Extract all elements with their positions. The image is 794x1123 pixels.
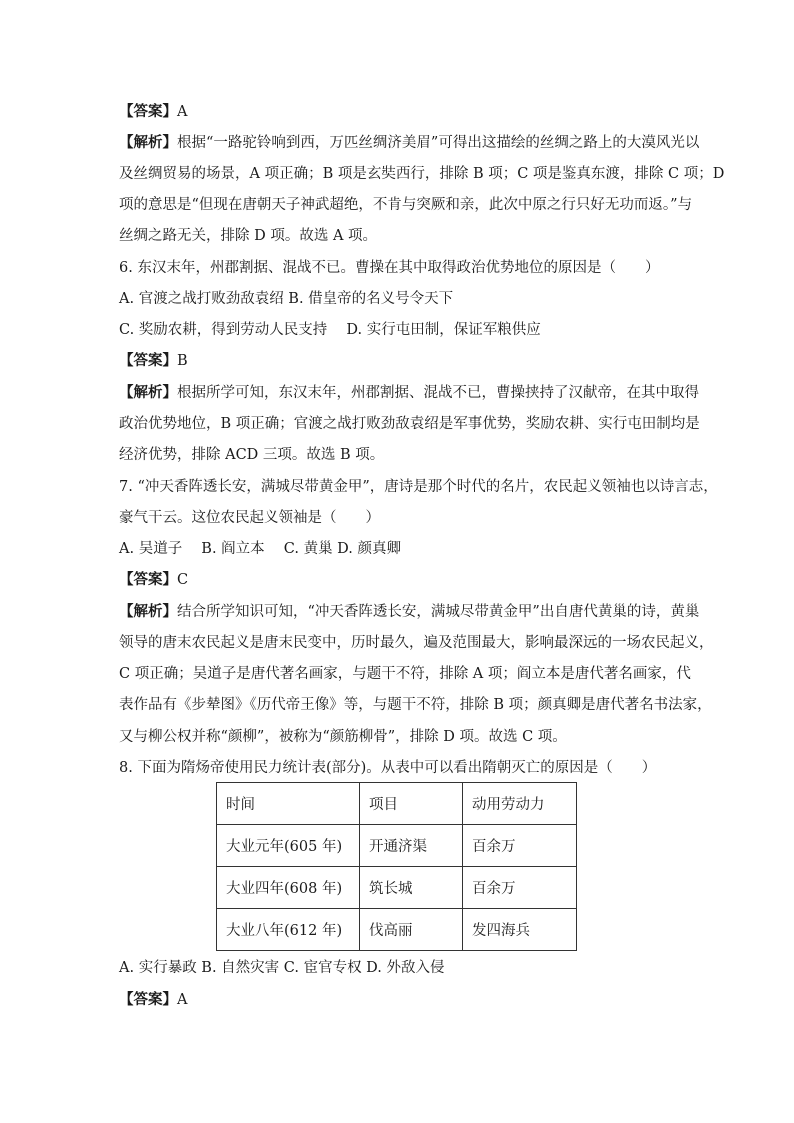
table-row xyxy=(217,909,577,951)
table-cell: 大业元年(605 年) xyxy=(217,825,360,867)
analysis-line xyxy=(119,602,699,622)
analysis-text: 经济优势，排除 ACD 三项。故选 B 项。 xyxy=(119,447,385,463)
question-6-options: C. 奖励农耕，得到劳动人民支持 D. 实行屯田制，保证军粮供应 xyxy=(119,322,541,338)
answer-line xyxy=(119,570,188,590)
answer-label: 【答案】 xyxy=(119,571,177,588)
analysis-text: 结合所学知识可知，“冲天香阵透长安，满城尽带黄金甲”出自唐代黄巢的诗，黄巢 xyxy=(177,604,700,620)
analysis-text: 根据“一路驼铃响到西，万匹丝绸济美眉”可得出这描绘的丝绸之路上的大漠风光以 xyxy=(177,135,700,151)
table-row xyxy=(217,867,577,909)
table-cell: 大业四年(608 年) xyxy=(217,867,360,909)
analysis-text: 项的意思是“但现在唐朝天子神武超绝，不肯与突厥和亲，此次中原之行只好无功而返。”与 xyxy=(119,197,693,213)
table-cell: 大业八年(612 年) xyxy=(217,909,360,951)
table-header-row xyxy=(217,783,577,825)
table-cell: 百余万 xyxy=(463,825,577,867)
answer-line xyxy=(119,990,187,1010)
question-8-stem: 8. 下面为隋炀帝使用民力统计表(部分)。从表中可以看出隋朝灭亡的原因是（ ） xyxy=(119,760,657,776)
answer-line xyxy=(119,102,187,122)
answer-label: 【答案】 xyxy=(119,991,177,1008)
question-8-options: A. 实行暴政 B. 自然灾害 C. 宦官专权 D. 外敌入侵 xyxy=(119,960,445,976)
analysis-label: 【解析】 xyxy=(119,603,177,620)
analysis-text: 根据所学可知，东汉末年，州郡割据、混战不已，曹操挟持了汉献帝，在其中取得 xyxy=(177,385,699,401)
analysis-text: 表作品有《步辇图》《历代帝王像》等，与题干不符，排除 B 项；颜真卿是唐代著名书法家， xyxy=(119,697,712,713)
answer-label: 【答案】 xyxy=(119,352,177,369)
analysis-label: 【解析】 xyxy=(119,384,177,401)
table-cell: 伐高丽 xyxy=(360,909,463,951)
question-7-options: A. 吴道子 B. 阎立本 C. 黄巢 D. 颜真卿 xyxy=(119,541,402,557)
analysis-label: 【解析】 xyxy=(119,134,177,151)
question-6-options: A. 官渡之战打败劲敌袁绍 B. 借皇帝的名义号令天下 xyxy=(119,291,454,307)
table-cell: 发四海兵 xyxy=(463,909,577,951)
analysis-line xyxy=(119,383,699,403)
question-7-stem: 豪气干云。这位农民起义领袖是（ ） xyxy=(119,510,380,526)
table-header-cell: 项目 xyxy=(360,783,463,825)
analysis-text: 领导的唐末农民起义是唐末民变中，历时最久，遍及范围最大，影响最深远的一场农民起义， xyxy=(119,635,714,651)
table-header-cell: 时间 xyxy=(217,783,360,825)
table-header-cell: 动用劳动力 xyxy=(463,783,577,825)
labor-statistics-table xyxy=(216,782,577,951)
answer-line xyxy=(119,351,188,371)
answer-value: C xyxy=(177,572,189,588)
table-cell: 百余万 xyxy=(463,867,577,909)
table-cell: 开通济渠 xyxy=(360,825,463,867)
question-7-stem: 7. “冲天香阵透长安，满城尽带黄金甲”，唐诗是那个时代的名片，农民起义领袖也以诗言志， xyxy=(119,479,718,495)
table-cell: 筑长城 xyxy=(360,867,463,909)
analysis-text: 丝绸之路无关，排除 D 项。故选 A 项。 xyxy=(119,228,378,244)
analysis-text: 又与柳公权并称“颜柳”，被称为“颜筋柳骨”，排除 D 项。故选 C 项。 xyxy=(119,729,567,745)
question-6-stem: 6. 东汉末年，州郡割据、混战不已。曹操在其中取得政治优势地位的原因是（ ） xyxy=(119,260,660,276)
analysis-text: C 项正确；吴道子是唐代著名画家，与题干不符，排除 A 项；阎立本是唐代著名画家，代 xyxy=(119,666,691,682)
analysis-line xyxy=(119,133,699,153)
answer-value: B xyxy=(177,353,188,369)
answer-value: A xyxy=(177,104,188,120)
answer-value: A xyxy=(177,992,188,1008)
answer-label: 【答案】 xyxy=(119,103,177,120)
table-row xyxy=(217,825,577,867)
analysis-text: 及丝绸贸易的场景，A 项正确；B 项是玄奘西行，排除 B 项；C 项是鉴真东渡，排除 C 项；D xyxy=(119,166,725,182)
analysis-text: 政治优势地位，B 项正确；官渡之战打败劲敌袁绍是军事优势，奖励农耕、实行屯田制均是 xyxy=(119,416,700,432)
